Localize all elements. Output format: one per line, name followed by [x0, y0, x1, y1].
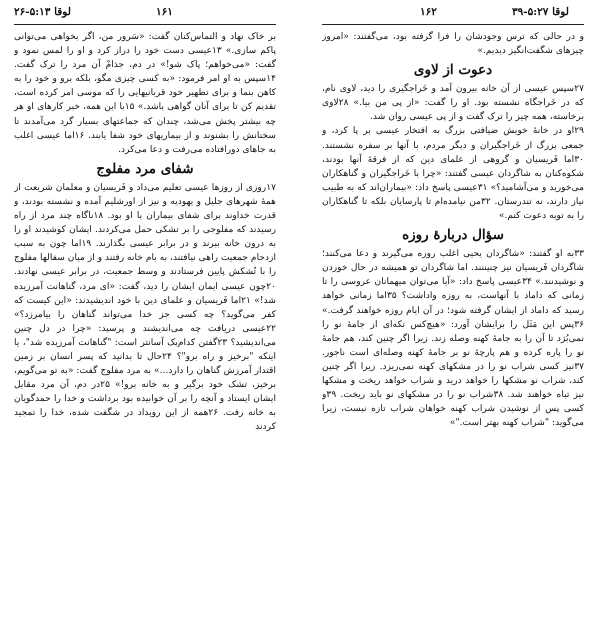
right-paragraph-2: ۲۷سپس عیسی از آن خانه بیرون آمد و خَراجگیری را دید، لاوی نام، که در خَراجگاه نشسته بود. او را گفت: «از پی من بیا.» ۲۸لاوی برخاسته، همه چیز را ترک گفت و از پی عیسی روان شد. [322, 84, 584, 123]
left-text-column [14, 30, 276, 622]
left-section-heading: شفای مرد مفلوج [96, 160, 194, 177]
right-paragraph-4: ۳۳به او گفتند: «شاگردان یحیی اغلب روزه می‌گیرند و دعا می‌کنند؛ شاگردان فَریسیان نیز چنیننند. اما شاگردان تو همیشه در حال خوردن و نوشیدنند.» ۳۴عیسی پاسخ داد: «آیا می‌توان میهمانان عروسی را تا زمانی که داماد با آنهاست، به روزه واداشت؟ ۳۵اما زمانی خواهد رسید که داماد از ایشان گرفته شود؛ در آن ایام روزه خواهند گرفت.» ۳۶پس این مَثَل را برایشان آورد: «هیچ‌کس تکه‌ای از جامهٔ نو را نمی‌بُرَد تا آن را به جامهٔ کهنه وصله زند. زیرا اگر چنین کند، هم جامهٔ نو را پاره کرده و هم پارچهٔ نو بر جامهٔ کهنه وصله‌ای است ناجور. ۳۷نیز کسی شراب نو را در مشکهای کهنه نمی‌ریزد. زیرا اگر چنین کند، شراب نو مشکها را خواهد درید و شراب خواهد ریخت و مشکها نیز تباه خواهند شد. ۳۸شراب نو را در مشکهای نو باید ریخت. ۳۹و کسی پس از نوشیدن شراب کهنه خواهان شراب تازه نیست، زیرا می‌گوید: "شراب کهنه بهتر است."» [322, 249, 584, 429]
right-text-column [322, 30, 584, 622]
right-chapter-reference: لوقا ۵:۲۷-۳۹ [512, 6, 569, 18]
left-running-header [14, 6, 284, 24]
right-paragraph-3: ۲۹او در خانهٔ خویش ضیافتی بزرگ به افتخار عیسی بر پا کرد، و جمعی بزرگ از خَراجگیران و دیگر مردم، با آنها بر سفره نشستند. ۳۰اما فَریسیان و گروهی از علمای دین که از فرقهٔ آنها بودند، شکوه‌کنان به شاگردان عیسی گفتند: «چرا با خَراجگیران و گناهکاران می‌خورید و می‌آشامید؟» ۳۱عیسی پاسخ داد: «بیماران‌اند که به طبیب نیاز دارند، نه تندرستان. ۳۲من نیامده‌ام تا پارسایان بلکه تا گناهکاران را به توبه دعوت کنم.» [322, 126, 584, 222]
left-paragraph-1: بر خاک نهاد و التماس‌کنان گفت: «سَرور من، اگر بخواهی می‌توانی پاکم سازی.» ۱۳عیسی دست خود را دراز کرد و او را لمس نمود و گفت: «می‌خواهم؛ پاک شو!» در دم، جذامْ آن مرد را ترک گفت. ۱۴سپس به او امر فرمود: «به کسی چیزی مگو، بلکه برو و خود را به کاهن بنما و برای تطهیر خود قربانیهایی را که موسی امر کرده است، تقدیم کن تا برای آنان گواهی باشد.» ۱۵با این همه، خبر کارهای او هر چه بیشتر پخش می‌شد، چندان که جماعتهای بسیار گرد می‌آمدند تا سخنانش را بشنوند و از بیماریهای خود شفا یابند. ۱۶اما عیسی اغلب به جاهای دورافتاده می‌رفت و دعا می‌کرد. [14, 32, 276, 155]
right-section-heading-1: دعوت از لاوی [413, 62, 493, 79]
right-page-number: ۱۶۲ [420, 6, 437, 18]
right-running-header [316, 6, 586, 24]
right-section-heading-2: سؤال دربارهٔ روزه [402, 227, 504, 244]
left-page-number: ۱۶۱ [156, 6, 173, 18]
left-header-rule [14, 24, 276, 25]
right-header-rule [322, 24, 584, 25]
right-paragraph-1: و در حالی که ترس وجودشان را فرا گرفته بود، می‌گفتند: «امروز چیزهای شگفت‌انگیز دیدیم.» [322, 32, 584, 57]
left-chapter-reference: لوقا ۵:۱۳-۲۶ [14, 6, 71, 18]
left-paragraph-2: ۱۷روزی از روزها عیسی تعلیم می‌داد و فَریسیان و معلمان شریعت از همهٔ شهرهای جلیل و یهودیه و نیز از اورشلیم آمده و نشسته بودند، و قدرت خداوند برای شفای بیماران با او بود. ۱۸ناگاه چند مرد از راه رسیدند که مفلوجی را بر تشکی حمل می‌کردند. ایشان کوشیدند او را به درون خانه ببرند و در برابر عیسی بگذارند. ۱۹اما چون به سبب ازدحام جمعیت راهی نیافتند، به بام خانه رفتند و از میان سفالها مفلوج را با تُشکش پایین فرستادند و وسط جمعیت، در برابر عیسی نهادند. ۲۰چون عیسی ایمان ایشان را دید، گفت: «ای مرد، گناهانت آمرزیده شد!» ۲۱اما فَریسیان و علمای دین با خود اندیشیدند: «این کیست که کفر می‌گوید؟ چه کسی جز خدا می‌تواند گناهان را بیامرزد؟» ۲۲عیسی دریافت چه می‌اندیشند و پرسید: «چرا در دل چنین می‌اندیشید؟ ۲۳گفتن کدام‌یک آسانتر است: "گناهانت آمرزیده شد"، یا اینکه "برخیز و راه برو"؟ ۲۴حال تا بدانید که پسر انسان بر زمین اقتدار آمرزش گناهان را دارد...» به مرد مفلوج گفت: «به تو می‌گویم، برخیز، تشک خود برگیر و به خانه برو!» ۲۵در دم، آن مرد مقابل ایشان ایستاد و آنچه را بر آن خوابیده بود برداشت و خدا را حمدگویان به خانه رفت. ۲۶همه از این رویداد در شگفت شده، خدا را تمجید کردند [14, 182, 276, 433]
